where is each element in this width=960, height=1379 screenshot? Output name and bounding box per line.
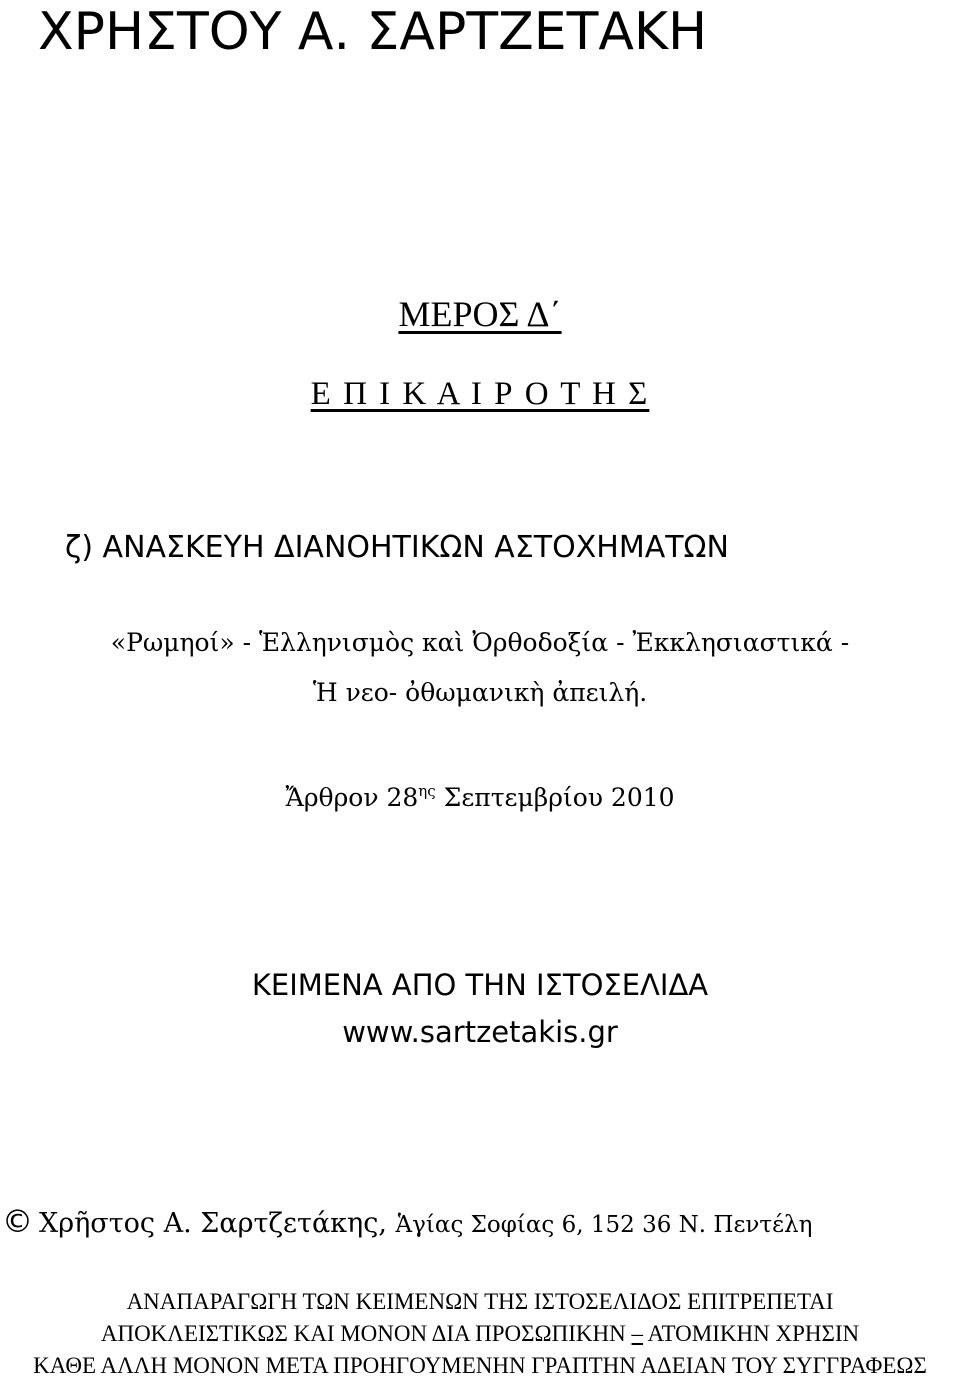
article-date-prefix: Ἄρθρον 28 <box>285 783 419 812</box>
copyright-icon: © <box>2 1204 33 1240</box>
notice-line-2-part-b: ΑΤΟΜΙΚΗΝ ΧΡΗΣΙΝ <box>642 1321 860 1346</box>
source-label: ΚΕΙΜΕΝΑ ΑΠΟ ΤΗΝ ΙΣΤΟΣΕΛΙΔΑ <box>251 968 709 1002</box>
notice-line-2-dash: – <box>631 1321 643 1346</box>
article-title-line-2: Ἡ νεο- ὀθωμανικὴ ἀπειλή. <box>312 678 648 707</box>
part-heading: ΜΕΡΟΣ Δ΄ <box>398 294 562 334</box>
section-heading: ζ) ΑΝΑΣΚΕΥΗ ΔΙΑΝΟΗΤΙΚΩΝ ΑΣΤΟΧΗΜΑΤΩΝ <box>65 530 729 565</box>
copyright-name: Χρῆστος Α. Σαρτζετάκης, <box>39 1208 387 1239</box>
article-title-line-1: «Ρωμηοί» - Ἑλληνισμὸς καὶ Ὀρθοδοξία - Ἐκκλησιαστικά - <box>110 628 850 657</box>
author-heading: ΧΡΗΣΤΟΥ Α. ΣΑΡΤΖΕΤΑΚΗ <box>38 2 708 62</box>
notice-line-2-part-a: ΑΠΟΚΛΕΙΣΤΙΚΩΣ ΚΑΙ ΜΟΝΟΝ ΔΙΑ ΠΡΟΣΩΠΙΚΗΝ <box>100 1321 632 1346</box>
topic-heading: Ε Π Ι Κ Α Ι Ρ Ο Τ Η Σ <box>310 376 650 412</box>
article-date-ordinal: ης <box>418 782 436 800</box>
copyright-address: Ἁγίας Σοφίας 6, 152 36 Ν. Πεντέλη <box>395 1212 813 1238</box>
notice-line-3: ΚΑΘΕ ΑΛΛΗ ΜΟΝΟΝ ΜΕΤΑ ΠΡΟΗΓΟΥΜΕΝΗΝ ΓΡΑΠΤΗΝ ΑΔΕΙΑΝ ΤΟΥ ΣΥΓΓΡΑΦΕΩΣ <box>33 1353 927 1378</box>
article-date <box>0 782 960 812</box>
article-date-rest: Σεπτεμβρίου 2010 <box>443 783 675 812</box>
source-url: www.sartzetakis.gr <box>342 1015 618 1049</box>
notice-line-1: ΑΝΑΠΑΡΑΓΩΓΗ ΤΩΝ ΚΕΙΜΕΝΩΝ ΤΗΣ ΙΣΤΟΣΕΛΙΔΟΣ ΕΠΙΤΡΕΠΕΤΑΙ <box>126 1289 834 1314</box>
copyright-line <box>2 1204 812 1240</box>
notice-line-2 <box>0 1321 960 1347</box>
